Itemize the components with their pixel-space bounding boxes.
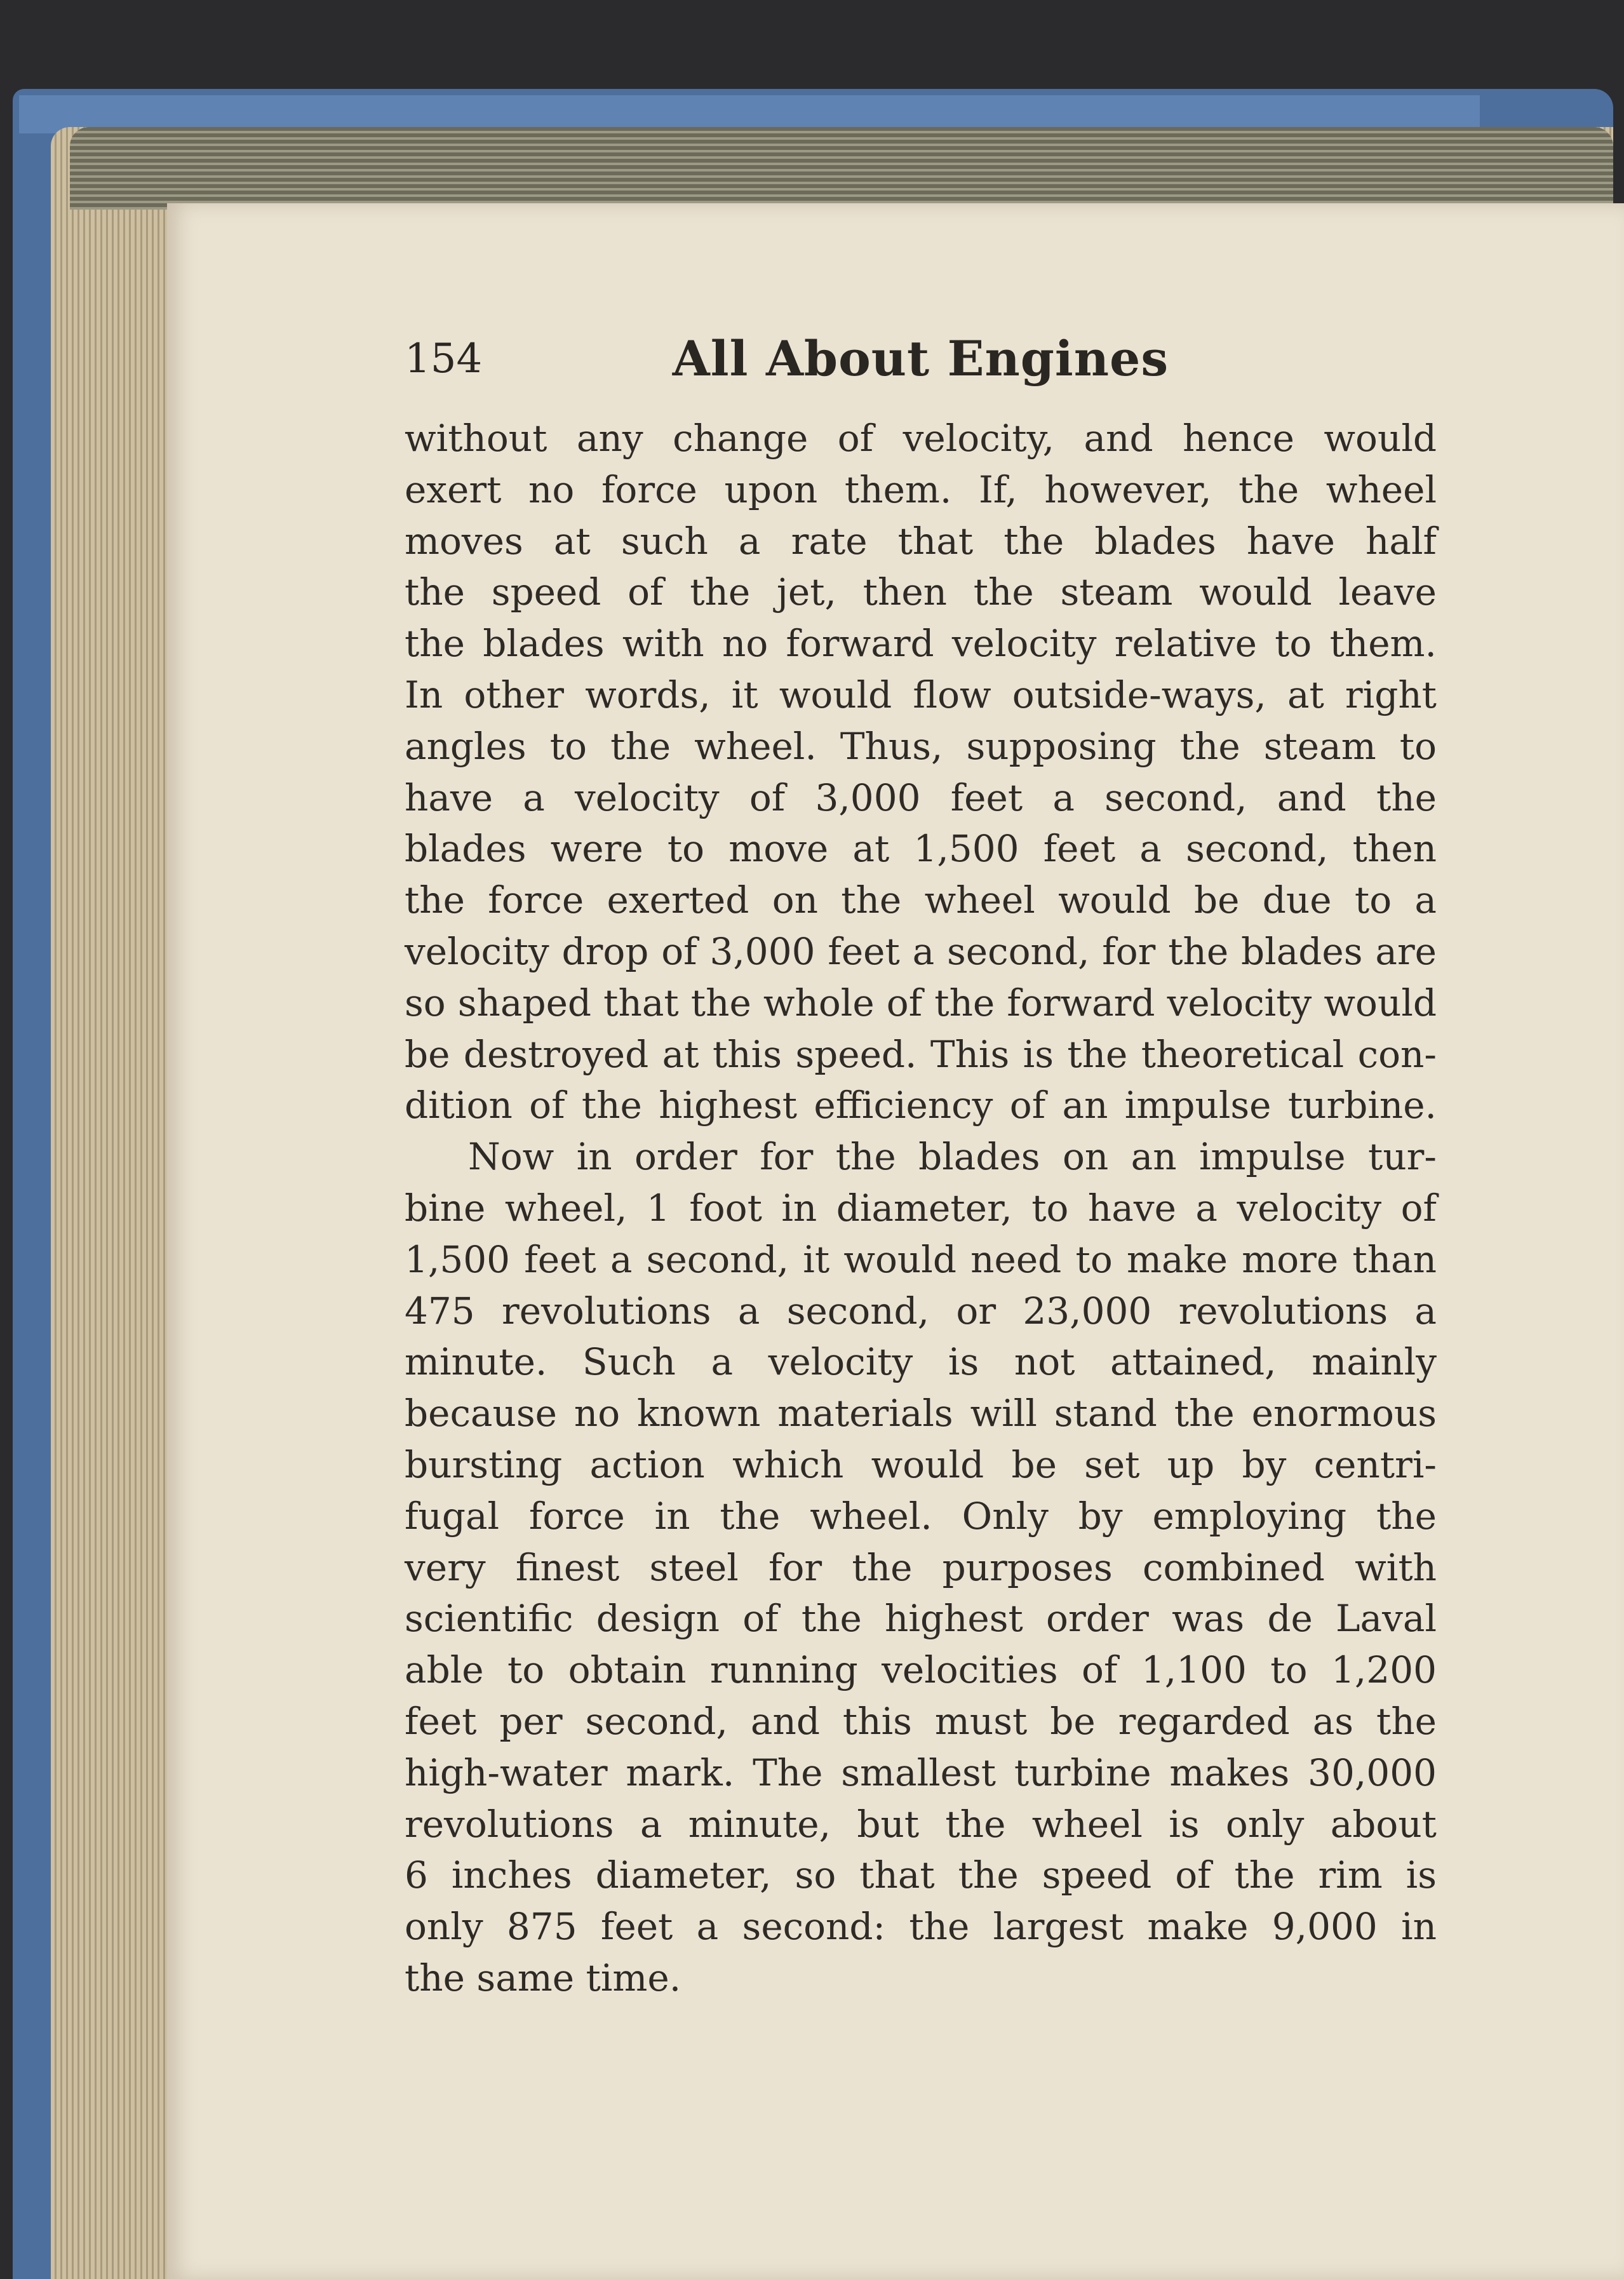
text-line: 475 revolutions a second, or 23,000 revolutions a <box>405 1289 1437 1333</box>
text-line: exert no force upon them. If, however, the wheel <box>405 467 1437 511</box>
text-line: only 875 feet a second: the largest make 9,000 in <box>405 1905 1437 1949</box>
text-line: velocity drop of 3,000 feet a second, for the blades are <box>405 929 1437 973</box>
text-line: dition of the highest efficiency of an impulse turbine. <box>405 1084 1437 1127</box>
text-line: scientific design of the highest order was de Laval <box>405 1597 1437 1641</box>
page-header <box>405 330 1437 387</box>
text-line: so shaped that the whole of the forward velocity would <box>405 981 1437 1025</box>
text-line: the force exerted on the wheel would be due to a <box>405 878 1437 922</box>
text-line: minute. Such a velocity is not attained, mainly <box>405 1340 1437 1384</box>
page-number: 154 <box>405 335 483 382</box>
text-line: high-water mark. The smallest turbine makes 30,000 <box>405 1751 1437 1794</box>
text-line: moves at such a rate that the blades have half <box>405 519 1437 563</box>
text-line: bursting action which would be set up by centri- <box>405 1442 1437 1486</box>
text-line: angles to the wheel. Thus, supposing the steam to <box>405 724 1437 768</box>
running-title: All About Engines <box>672 330 1169 387</box>
text-line: have a velocity of 3,000 feet a second, and the <box>405 776 1437 819</box>
text-line: Now in order for the blades on an impulse tur- <box>468 1135 1437 1179</box>
text-line: In other words, it would flow outside-ways, at right <box>405 673 1437 716</box>
text-line: very finest steel for the purposes combined with <box>405 1545 1437 1589</box>
text-line: able to obtain running velocities of 1,100 to 1,200 <box>405 1648 1437 1692</box>
text-line: without any change of velocity, and hence would <box>405 417 1437 460</box>
text-line: 6 inches diameter, so that the speed of the rim is <box>405 1853 1437 1897</box>
text-line: the speed of the jet, then the steam would leave <box>405 570 1437 614</box>
text-line: feet per second, and this must be regarded as the <box>405 1699 1437 1743</box>
text-line: the same time. <box>405 1956 681 2000</box>
text-line: blades were to move at 1,500 feet a second, then <box>405 827 1437 871</box>
page-body-text <box>405 413 1437 2004</box>
page-edges-top <box>70 127 1613 210</box>
text-line: fugal force in the wheel. Only by employing the <box>405 1494 1437 1538</box>
text-line: because no known materials will stand the enormous <box>405 1392 1437 1435</box>
text-line: be destroyed at this speed. This is the theoretical con- <box>405 1032 1437 1076</box>
text-line: 1,500 feet a second, it would need to make more than <box>405 1237 1437 1281</box>
text-line: bine wheel, 1 foot in diameter, to have a velocity of <box>405 1186 1437 1230</box>
text-line: revolutions a minute, but the wheel is only about <box>405 1802 1437 1846</box>
text-line: the blades with no forward velocity relative to them. <box>405 622 1437 666</box>
